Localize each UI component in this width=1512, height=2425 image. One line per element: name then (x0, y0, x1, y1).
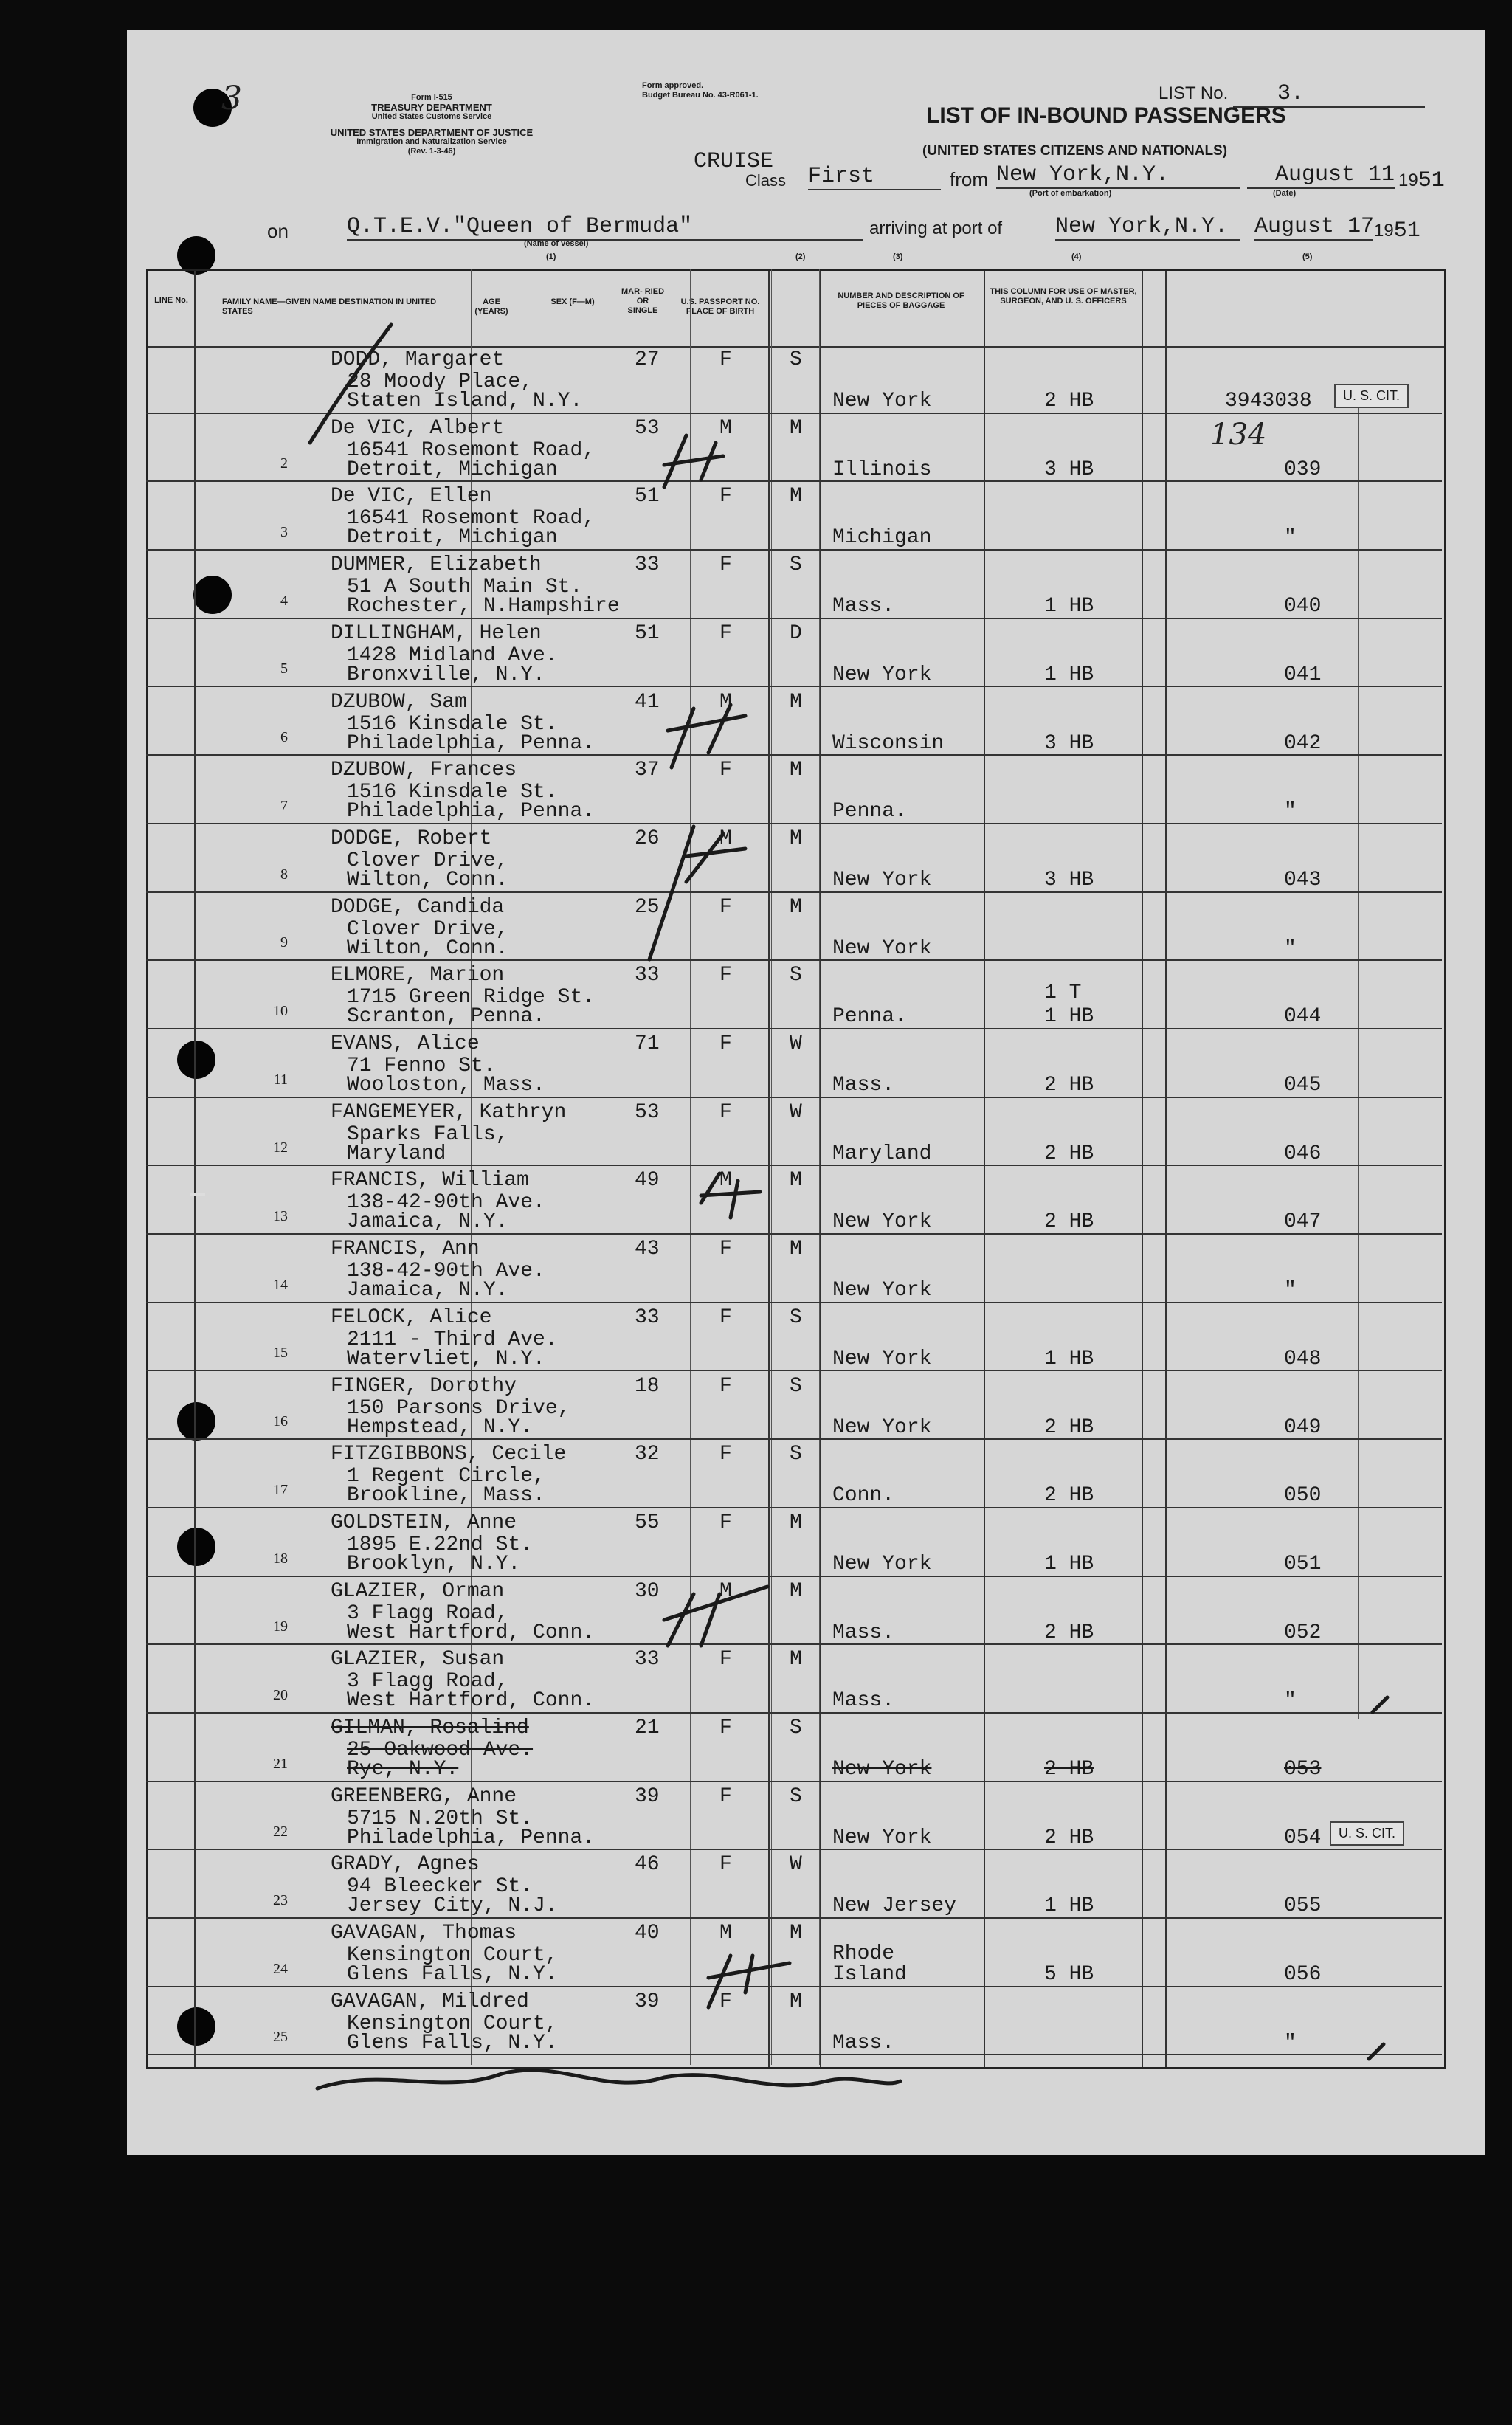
passenger-name: DZUBOW, Sam (331, 690, 467, 714)
age: 18 (635, 1374, 660, 1398)
passenger-city: Glens Falls, N.Y. (347, 1963, 558, 1987)
place-of-birth: New York (832, 868, 932, 891)
officer-number: 052 (1284, 1621, 1322, 1644)
baggage: 2 HB (1044, 1826, 1094, 1849)
sex: M (719, 690, 732, 714)
officer-number: " (1284, 2031, 1297, 2055)
age: 39 (635, 1784, 660, 1808)
page-subtitle: (UNITED STATES CITIZENS AND NATIONALS) (922, 143, 1228, 159)
passenger-name: GILMAN, Rosalind (331, 1717, 529, 1739)
passenger-name: DUMMER, Elizabeth (331, 553, 542, 577)
col-number: (4) (1071, 252, 1082, 261)
baggage: 3 HB (1044, 731, 1094, 755)
officer-number: 049 (1284, 1415, 1322, 1439)
line-number: 3 (280, 524, 288, 541)
sex: F (719, 964, 732, 987)
place-of-birth: New York (832, 1552, 932, 1576)
officer-number: 056 (1284, 1963, 1322, 1987)
col-number: (3) (893, 252, 903, 261)
col-number: (5) (1302, 252, 1313, 261)
passenger-city: Hempstead, N.Y. (347, 1415, 534, 1439)
passenger-name: FANGEMEYER, Kathryn (331, 1100, 567, 1124)
marital-status: S (790, 553, 802, 577)
col-header-age: AGE (YEARS) (474, 297, 508, 316)
col-number: (1) (546, 252, 556, 261)
sex: F (719, 1853, 732, 1877)
passenger-name: ELMORE, Marion (331, 964, 505, 987)
sex: F (719, 1717, 732, 1739)
passenger-name: GLAZIER, Orman (331, 1579, 505, 1603)
officer-number: " (1284, 526, 1297, 550)
marital-status: M (790, 759, 802, 782)
sex: F (719, 485, 732, 508)
cruise-label: CRUISE (694, 149, 774, 174)
marital-status: M (790, 1169, 802, 1193)
line-number: 4 (280, 592, 288, 609)
passenger-name: GREENBERG, Anne (331, 1784, 517, 1808)
on-label: on (267, 220, 289, 242)
line-number: 21 (273, 1755, 288, 1772)
officer-number: 047 (1284, 1210, 1322, 1234)
baggage: 1 T (1044, 982, 1082, 1005)
age: 43 (635, 1238, 660, 1261)
passenger-address: 16541 Rosemont Road, (347, 507, 596, 531)
marital-status: M (790, 895, 802, 919)
line-number: 9 (280, 934, 288, 951)
line-number: 8 (280, 866, 288, 883)
embark-port-caption: (Port of embarkation) (1029, 189, 1112, 198)
passenger-city: Jamaica, N.Y. (347, 1279, 508, 1303)
baggage: 2 HB (1044, 1484, 1094, 1508)
sex: F (719, 1238, 732, 1261)
sex: M (719, 1169, 732, 1193)
place-of-birth: New Jersey (832, 1894, 957, 1918)
passenger-city: Rochester, N.Hampshire (347, 595, 620, 618)
age: 53 (635, 1100, 660, 1124)
marital-status: S (790, 1784, 802, 1808)
age: 51 (635, 485, 660, 508)
passenger-name: GAVAGAN, Mildred (331, 1990, 529, 2013)
officer-number: 042 (1284, 731, 1322, 755)
passenger-address: Kensington Court, (347, 1944, 558, 1967)
col-header-name: FAMILY NAME—GIVEN NAME DESTINATION IN UNITED STATES (222, 297, 437, 316)
officer-number: 050 (1284, 1484, 1322, 1508)
passenger-name: GOLDSTEIN, Anne (331, 1511, 517, 1534)
baggage: 1 HB (1044, 663, 1094, 686)
passenger-address: 94 Bleecker St. (347, 1875, 534, 1899)
sex: F (719, 348, 732, 371)
marital-status: M (790, 1579, 802, 1603)
age: 51 (635, 621, 660, 645)
line-number: 17 (273, 1481, 288, 1498)
sex: M (719, 1579, 732, 1603)
from-label: from (950, 168, 988, 190)
marital-status: S (790, 964, 802, 987)
passenger-city: West Hartford, Conn. (347, 1689, 596, 1713)
officer-number: 055 (1284, 1894, 1322, 1918)
marital-status: M (790, 416, 802, 440)
sex: F (719, 1511, 732, 1534)
passenger-name: DODGE, Candida (331, 895, 505, 919)
passenger-name: GAVAGAN, Thomas (331, 1922, 517, 1945)
handwritten-number: 134 (1210, 418, 1267, 452)
passenger-address: 25 Oakwood Ave. (347, 1739, 534, 1762)
sex: F (719, 895, 732, 919)
passenger-name: GLAZIER, Susan (331, 1648, 505, 1672)
line-number: 5 (280, 660, 288, 677)
passenger-city: Rye, N.Y. (347, 1758, 459, 1781)
place-of-birth: New York (832, 663, 932, 686)
passenger-name: FELOCK, Alice (331, 1305, 492, 1329)
passenger-city: Detroit, Michigan (347, 526, 558, 550)
place-of-birth: New York (832, 1279, 932, 1303)
sex: F (719, 553, 732, 577)
sex: F (719, 621, 732, 645)
passenger-address: 138-42-90th Ave. (347, 1191, 545, 1215)
age: 25 (635, 895, 660, 919)
passenger-city: Detroit, Michigan (347, 458, 558, 481)
arrival-date: August 17 (1254, 214, 1375, 239)
age: 55 (635, 1511, 660, 1534)
class-label: Class (745, 171, 787, 190)
line-number: 24 (273, 1960, 288, 1977)
sex: F (719, 1305, 732, 1329)
us-citizen-stamp: U. S. CIT. (1334, 384, 1409, 408)
marital-status: S (790, 1305, 802, 1329)
officer-number: " (1284, 936, 1297, 960)
place-of-birth: Conn. (832, 1484, 895, 1508)
passenger-address: 3 Flagg Road, (347, 1601, 508, 1625)
passenger-city: Wooloston, Mass. (347, 1074, 545, 1097)
passenger-name: DILLINGHAM, Helen (331, 621, 542, 645)
line-number: 11 (273, 1071, 288, 1088)
age: 32 (635, 1443, 660, 1466)
place-of-birth: Mass. (832, 1621, 895, 1644)
passenger-city: Maryland (347, 1142, 446, 1165)
handwritten-page-mark: 3 (221, 80, 242, 117)
line-number: 13 (273, 1208, 288, 1225)
class-value: First (808, 164, 941, 190)
approval-note: Form approved. Budget Bureau No. 43-R061-1. (642, 81, 759, 100)
officer-number: 039 (1284, 458, 1322, 481)
age: 30 (635, 1579, 660, 1603)
line-number: 12 (273, 1139, 288, 1156)
passenger-address: 2111 - Third Ave. (347, 1328, 558, 1351)
marital-status: W (790, 1853, 802, 1877)
officer-number: " (1284, 1279, 1297, 1303)
line-number: 7 (280, 797, 288, 814)
passenger-name: FRANCIS, William (331, 1169, 529, 1193)
marital-status: M (790, 1648, 802, 1672)
passenger-address: 51 A South Main St. (347, 576, 583, 599)
passenger-name: FRANCIS, Ann (331, 1238, 480, 1261)
line-number: 23 (273, 1892, 288, 1909)
age: 27 (635, 348, 660, 371)
edge-mark (190, 1193, 205, 1196)
passenger-address: 1516 Kinsdale St. (347, 781, 558, 804)
marital-status: S (790, 348, 802, 371)
marital-status: M (790, 1990, 802, 2013)
age: 49 (635, 1169, 660, 1193)
baggage: 1 HB (1044, 1894, 1094, 1918)
line-number: 14 (273, 1276, 288, 1293)
baggage: 2 HB (1044, 1210, 1094, 1234)
passenger-address: 1516 Kinsdale St. (347, 712, 558, 736)
passenger-address: 1 Regent Circle, (347, 1465, 545, 1489)
sex: F (719, 1784, 732, 1808)
passenger-city: Wilton, Conn. (347, 936, 508, 960)
baggage: 1 HB (1044, 1347, 1094, 1370)
age: 40 (635, 1922, 660, 1945)
officer-number: 3943038 (1225, 390, 1312, 413)
line-number: 22 (273, 1824, 288, 1841)
baggage: 5 HB (1044, 1963, 1094, 1987)
age: 53 (635, 416, 660, 440)
line-number: 6 (280, 729, 288, 746)
marital-status: S (790, 1374, 802, 1398)
passenger-name: De VIC, Albert (331, 416, 505, 440)
age: 37 (635, 759, 660, 782)
baggage-2: 1 HB (1044, 1005, 1094, 1029)
arrival-port: New York,N.Y. (1055, 214, 1240, 241)
passenger-city: Jersey City, N.J. (347, 1894, 558, 1918)
passenger-address: 5715 N.20th St. (347, 1807, 534, 1830)
place-of-birth: New York (832, 1826, 932, 1849)
officer-number: 053 (1284, 1758, 1322, 1781)
officer-number: 044 (1284, 1005, 1322, 1029)
passenger-name: DZUBOW, Frances (331, 759, 517, 782)
form-info-block: Form I-515 TREASURY DEPARTMENT United States Customs Service UNITED STATES DEPARTMENT OF JUSTICE Immigration and Naturalization Service (Rev. 1-3-46) (330, 93, 534, 156)
passenger-city: Philadelphia, Penna. (347, 1826, 596, 1849)
passenger-name: De VIC, Ellen (331, 485, 492, 508)
departure-date: August 11 (1247, 162, 1395, 189)
passenger-city: Bronxville, N.Y. (347, 663, 545, 686)
marital-status: M (790, 1922, 802, 1945)
marital-status: S (790, 1717, 802, 1739)
col-header-sex: SEX (F—M) (550, 297, 595, 306)
officer-number: 045 (1284, 1074, 1322, 1097)
passenger-address: 1428 Midland Ave. (347, 644, 558, 667)
passenger-name: FITZGIBBONS, Cecile (331, 1443, 567, 1466)
sex: F (719, 1374, 732, 1398)
passenger-city: West Hartford, Conn. (347, 1621, 596, 1644)
list-number: LIST No. 3. (1159, 81, 1425, 108)
sex: F (719, 1032, 732, 1055)
officer-number: 040 (1284, 595, 1322, 618)
passenger-address: 28 Moody Place, (347, 370, 534, 393)
baggage: 2 HB (1044, 1142, 1094, 1165)
officer-number: 043 (1284, 868, 1322, 891)
marital-status: M (790, 485, 802, 508)
place-of-birth: New York (832, 1347, 932, 1370)
place-of-birth: Mass. (832, 1689, 895, 1713)
sex: M (719, 416, 732, 440)
passenger-name: EVANS, Alice (331, 1032, 480, 1055)
page-title: LIST OF IN-BOUND PASSENGERS (926, 103, 1286, 128)
place-of-birth: Michigan (832, 526, 932, 550)
baggage: 2 HB (1044, 390, 1094, 413)
line-number: 25 (273, 2029, 288, 2046)
marital-status: W (790, 1032, 802, 1055)
sex: F (719, 1100, 732, 1124)
passenger-name: FINGER, Dorothy (331, 1374, 517, 1398)
passenger-name: DODGE, Robert (331, 827, 492, 850)
passenger-city: Brooklyn, N.Y. (347, 1552, 521, 1576)
passenger-address: Clover Drive, (347, 917, 508, 941)
vessel-caption: (Name of vessel) (524, 239, 589, 248)
baggage: 3 HB (1044, 458, 1094, 481)
passenger-city: Brookline, Mass. (347, 1484, 545, 1508)
marital-status: M (790, 1238, 802, 1261)
passenger-city: Philadelphia, Penna. (347, 800, 596, 824)
officer-number: 041 (1284, 663, 1322, 686)
place-of-birth: Penna. (832, 800, 907, 824)
passenger-address: 150 Parsons Drive, (347, 1396, 570, 1420)
place-of-birth: Rhode (832, 1942, 895, 1966)
baggage: 2 HB (1044, 1074, 1094, 1097)
place-of-birth-2: Island (832, 1963, 907, 1987)
sex: F (719, 1990, 732, 2013)
marital-status: M (790, 1511, 802, 1534)
line-number: 18 (273, 1550, 288, 1567)
age: 21 (635, 1717, 660, 1739)
place-of-birth: New York (832, 1415, 932, 1439)
departure-year: 1951 (1398, 168, 1445, 193)
arrival-year: 1951 (1374, 218, 1420, 244)
passenger-address: 138-42-90th Ave. (347, 1260, 545, 1283)
line-number: 16 (273, 1413, 288, 1430)
age: 33 (635, 964, 660, 987)
us-citizen-stamp: U. S. CIT. (1330, 1821, 1404, 1846)
officer-number: 051 (1284, 1552, 1322, 1576)
place-of-birth: New York (832, 390, 932, 413)
age: 33 (635, 553, 660, 577)
passenger-address: 1895 E.22nd St. (347, 1533, 534, 1556)
passenger-address: 16541 Rosemont Road, (347, 438, 596, 462)
place-of-birth: Wisconsin (832, 731, 945, 755)
embark-port: New York,N.Y. (996, 162, 1240, 189)
passenger-address: Sparks Falls, (347, 1122, 508, 1146)
passenger-address: Kensington Court, (347, 2012, 558, 2035)
sex: M (719, 1922, 732, 1945)
baggage: 2 HB (1044, 1758, 1094, 1781)
passenger-address: Clover Drive, (347, 849, 508, 872)
line-number: 10 (273, 1002, 288, 1019)
officer-number: 048 (1284, 1347, 1322, 1370)
sex: F (719, 759, 732, 782)
sex: F (719, 1648, 732, 1672)
passenger-city: Staten Island, N.Y. (347, 390, 583, 413)
place-of-birth: Penna. (832, 1005, 907, 1029)
passenger-address: 71 Fenno St. (347, 1055, 496, 1077)
place-of-birth: Mass. (832, 595, 895, 618)
marital-status: M (790, 827, 802, 850)
sex: M (719, 827, 732, 850)
age: 33 (635, 1305, 660, 1329)
officer-number: " (1284, 800, 1297, 824)
age: 26 (635, 827, 660, 850)
officer-number: 046 (1284, 1142, 1322, 1165)
baggage: 2 HB (1044, 1621, 1094, 1644)
col-header-married: MAR- RIED OR SINGLE (621, 287, 665, 315)
place-of-birth: Mass. (832, 1074, 895, 1097)
passenger-city: Glens Falls, N.Y. (347, 2031, 558, 2055)
place-of-birth: Maryland (832, 1142, 932, 1165)
place-of-birth: New York (832, 1758, 932, 1781)
age: 39 (635, 1990, 660, 2013)
arriving-label: arriving at port of (869, 218, 1003, 238)
passenger-city: Scranton, Penna. (347, 1005, 545, 1029)
date-caption: (Date) (1273, 189, 1297, 198)
officer-number: 054 (1284, 1826, 1322, 1849)
passenger-name: DODD, Margaret (331, 348, 505, 371)
col-number: (2) (795, 252, 806, 261)
officer-number: " (1284, 1689, 1297, 1713)
col-header-baggage: NUMBER AND DESCRIPTION OF PIECES OF BAGGAGE (838, 292, 964, 310)
marital-status: W (790, 1100, 802, 1124)
baggage: 1 HB (1044, 595, 1094, 618)
place-of-birth: New York (832, 936, 932, 960)
sex: F (719, 1443, 732, 1466)
line-number: 2 (280, 455, 288, 472)
marital-status: D (790, 621, 802, 645)
baggage: 3 HB (1044, 868, 1094, 891)
baggage: 1 HB (1044, 1552, 1094, 1576)
age: 71 (635, 1032, 660, 1055)
marital-status: M (790, 690, 802, 714)
passenger-city: Jamaica, N.Y. (347, 1210, 508, 1234)
place-of-birth: Mass. (832, 2031, 895, 2055)
age: 33 (635, 1648, 660, 1672)
place-of-birth: New York (832, 1210, 932, 1234)
marital-status: S (790, 1443, 802, 1466)
passenger-city: Watervliet, N.Y. (347, 1347, 545, 1370)
col-header-passport: U.S. PASSPORT NO. PLACE OF BIRTH (680, 297, 760, 316)
age: 41 (635, 690, 660, 714)
vessel-name: Q.T.E.V."Queen of Bermuda" (347, 214, 863, 241)
passenger-city: Philadelphia, Penna. (347, 731, 596, 755)
line-number: 15 (273, 1345, 288, 1362)
line-number: 19 (273, 1618, 288, 1635)
line-number: 20 (273, 1686, 288, 1703)
col-header-line: LINE No. (154, 296, 188, 305)
passenger-address: 1715 Green Ridge St. (347, 986, 596, 1010)
baggage: 2 HB (1044, 1415, 1094, 1439)
place-of-birth: Illinois (832, 458, 932, 481)
passenger-address: 3 Flagg Road, (347, 1670, 508, 1694)
passenger-city: Wilton, Conn. (347, 868, 508, 891)
passenger-name: GRADY, Agnes (331, 1853, 480, 1877)
age: 46 (635, 1853, 660, 1877)
col-header-officers: THIS COLUMN FOR USE OF MASTER, SURGEON, AND U. S. OFFICERS (990, 287, 1137, 306)
